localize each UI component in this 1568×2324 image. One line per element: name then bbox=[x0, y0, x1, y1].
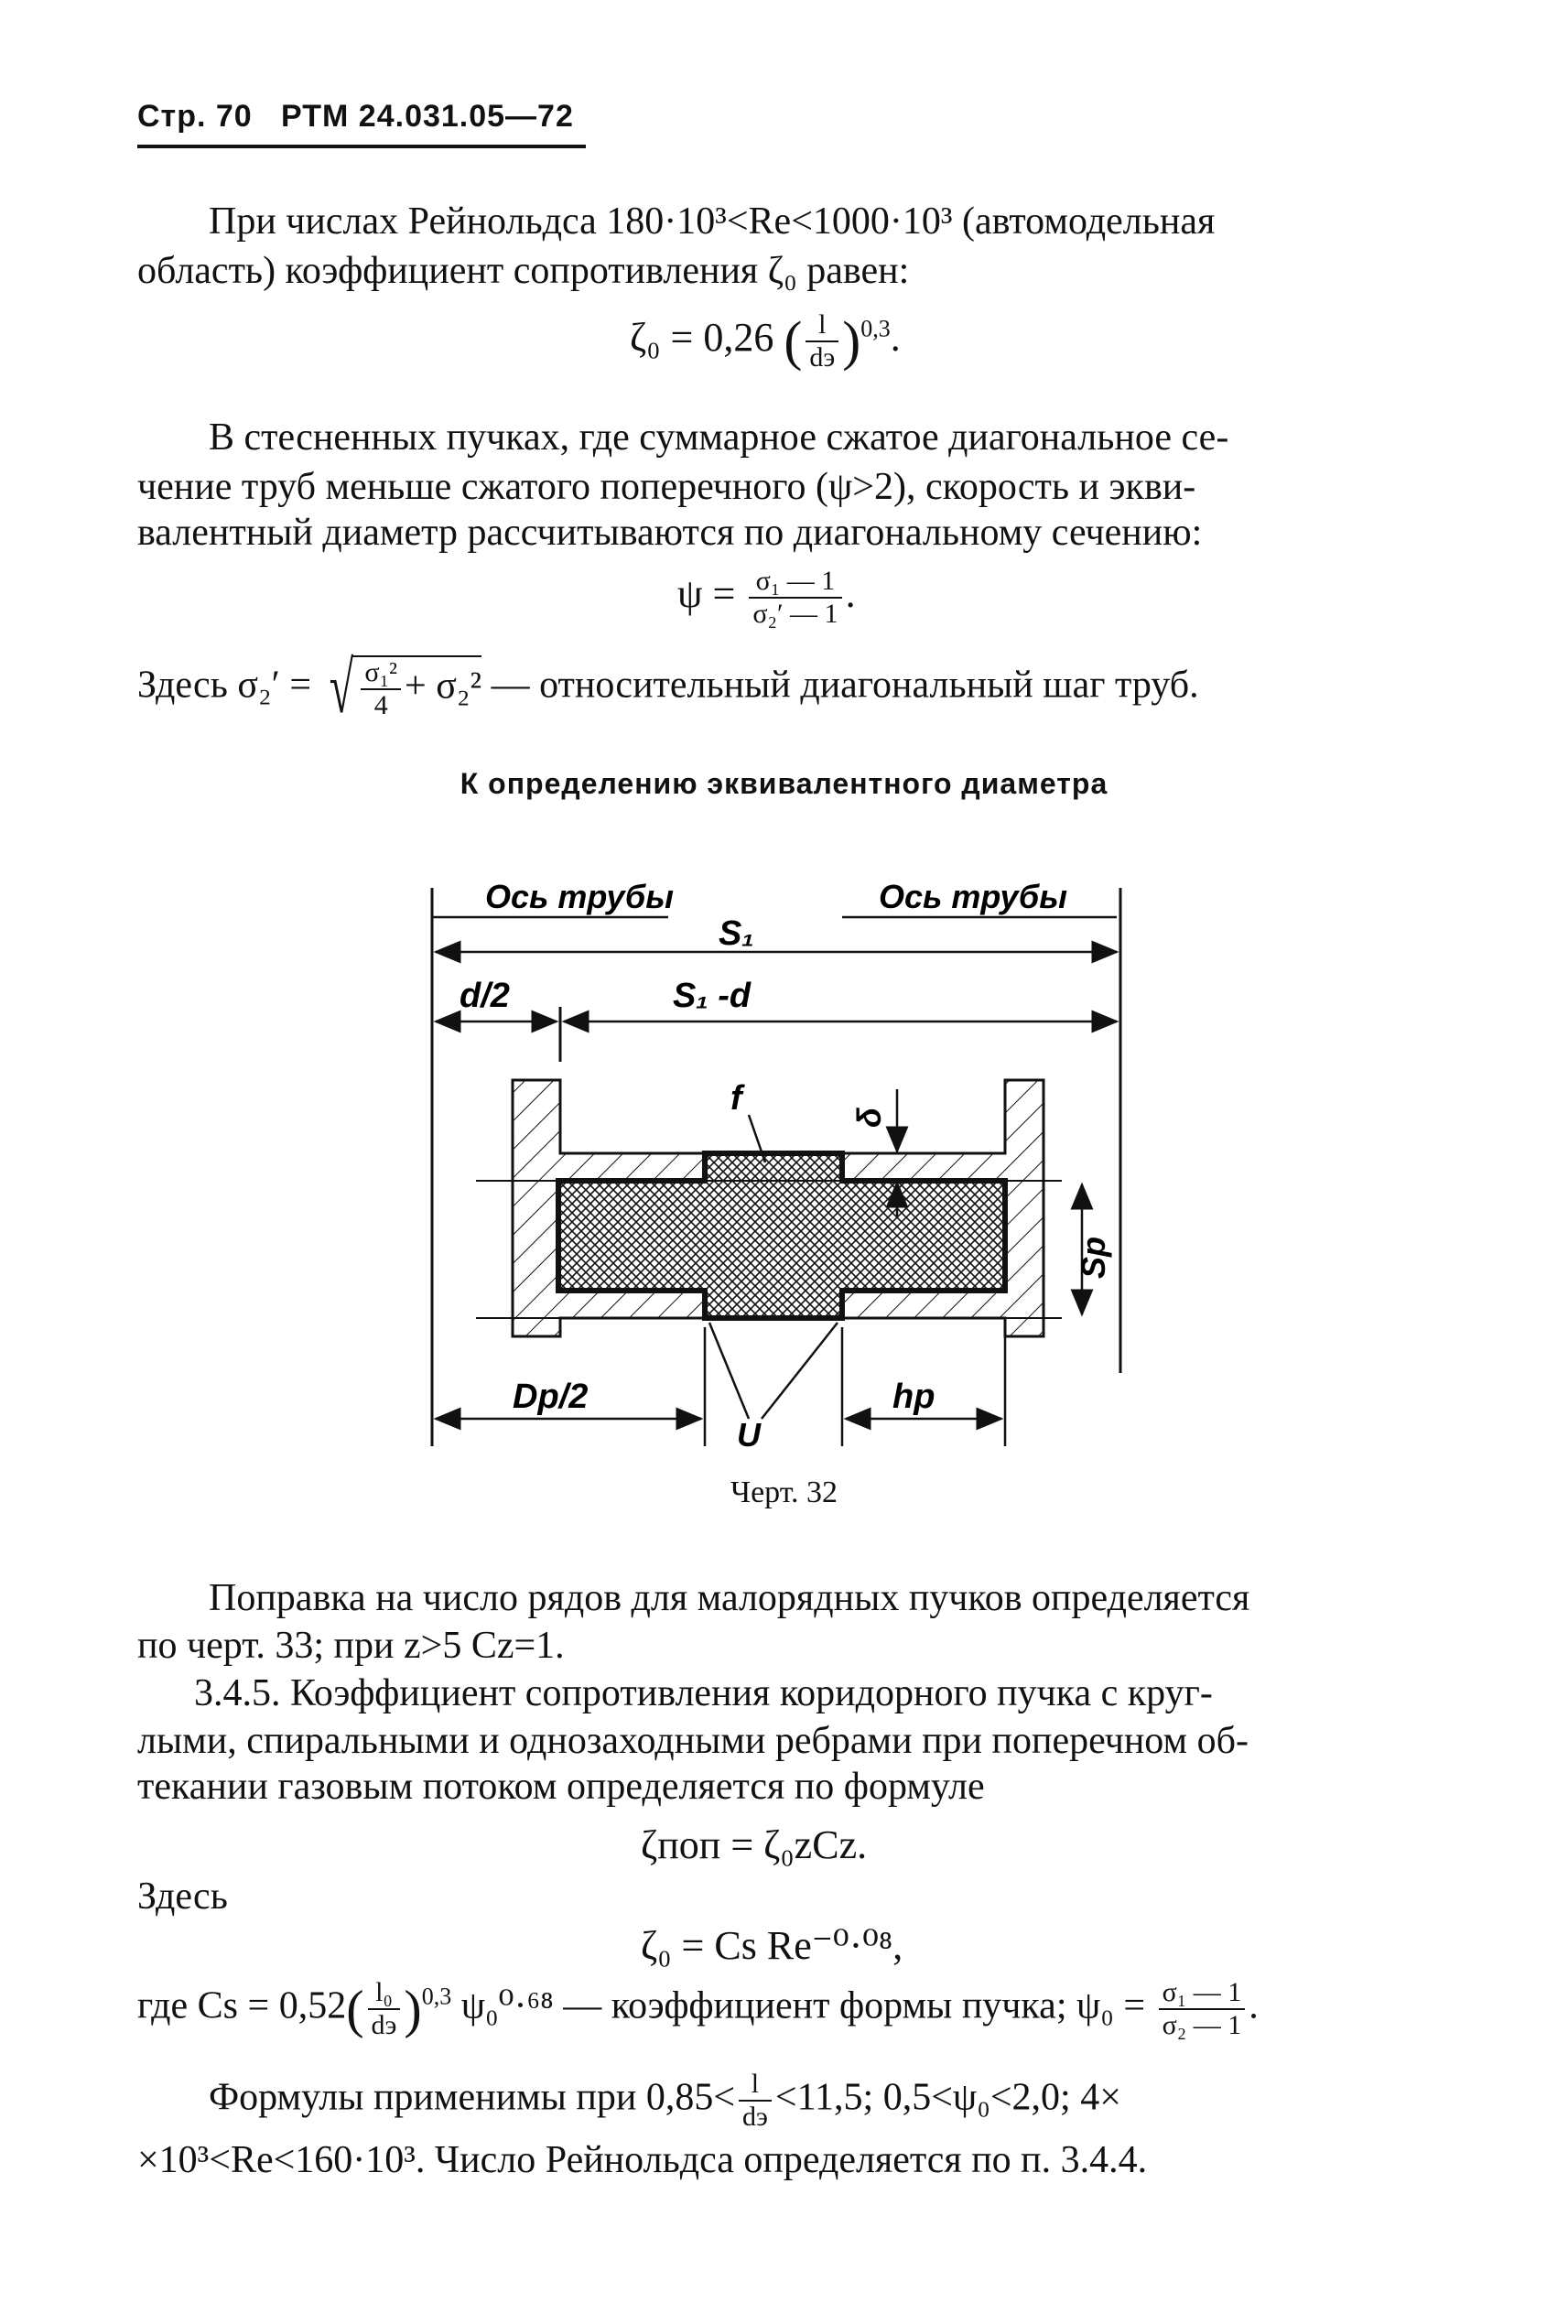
para2-line3: валентный диаметр рассчитываются по диагональному сечению: bbox=[137, 512, 1203, 554]
formula-zeta-pop: ζпоп = ζ₀zCz. bbox=[641, 1822, 868, 1867]
formula2-lhs: ψ = bbox=[677, 571, 736, 617]
para6-line1 bbox=[209, 2069, 1121, 2133]
figure-title: К определению эквивалентного диаметра bbox=[460, 767, 1108, 800]
formula1-den: dэ bbox=[809, 342, 836, 373]
figure-caption: Черт. 32 bbox=[730, 1475, 838, 1509]
para3-den: 4 bbox=[373, 690, 388, 720]
formula5-den: dэ bbox=[371, 2010, 397, 2040]
formula2-num: σ₁ — 1 bbox=[749, 566, 841, 599]
formula1-num: l bbox=[806, 309, 838, 342]
dp-half-label: Dp/2 bbox=[513, 1378, 589, 1416]
formula1-end: . bbox=[890, 315, 901, 361]
para6-line2: ×10³<Re<160·10³. Число Рейнольдса определяется по п. 3.4.4. bbox=[137, 2139, 1148, 2181]
f-label: f bbox=[730, 1079, 742, 1118]
para5-line1: 3.4.5. Коэффициент сопротивления коридорного пучка с круг- bbox=[194, 1672, 1213, 1714]
formula5-num2: σ₁ — 1 bbox=[1159, 1977, 1246, 2010]
para3-plus: + σ₂² bbox=[405, 665, 482, 708]
formula5-prefix: где Cs = 0,52 bbox=[137, 1984, 347, 2027]
formula2-den: σ₂′ — 1 bbox=[752, 599, 838, 629]
page-header bbox=[137, 99, 574, 135]
page-number: Стр. 70 bbox=[137, 99, 253, 134]
formula-cs: где Cs = 0,52( $\frac{\text{l₀}}{dэ}$ )$^{0,3}$ ψ₀⁰·⁶⁸ — коэффициент формы пучка; ψ₀ = $\frac{\text{σ₁ — 1}}{\text{σ₂ — 1}}$ . bbox=[137, 1977, 1259, 2040]
formula5-mid: ψ₀⁰·⁶⁸ — коэффициент формы пучка; ψ₀ = bbox=[460, 1984, 1146, 2027]
header-underline bbox=[137, 145, 586, 148]
para2-line1: В стесненных пучках, где суммарное сжатое диагональное се- bbox=[209, 416, 1229, 459]
formula1-exponent: 0,3 bbox=[860, 315, 891, 342]
para5-line3: текании газовым потоком определяется по формуле bbox=[137, 1766, 985, 1808]
para6-line1-b: <11,5; 0,5<ψ₀<2,0; 4× bbox=[774, 2076, 1121, 2119]
flow-area-f bbox=[558, 1153, 1005, 1318]
para2-line2: чение труб меньше сжатого поперечного (ψ>2), скорость и экви- bbox=[137, 466, 1196, 508]
document-code: РТМ 24.031.05—72 bbox=[281, 99, 574, 134]
formula1-lhs: ζ₀ = 0,26 bbox=[630, 315, 774, 361]
axis-left-label: Ось трубы bbox=[485, 878, 674, 915]
hp-label: hp bbox=[892, 1378, 935, 1416]
para4-line1: Поправка на число рядов для малорядных пучков определяется bbox=[209, 1577, 1250, 1619]
zdes-text: Здесь bbox=[137, 1875, 228, 1918]
para6-num: l bbox=[739, 2069, 772, 2102]
d-half-label: d/2 bbox=[460, 977, 510, 1015]
sp-label: Sp bbox=[1075, 1236, 1112, 1279]
para3-num: σ₁² bbox=[361, 657, 401, 690]
axis-right-label: Ось трубы bbox=[879, 878, 1067, 915]
formula-zeta0: ζ₀ = 0,26 ( $\frac{l}{dэ}$ )$^{0,3}$. bbox=[630, 309, 901, 373]
delta-label: δ bbox=[850, 1108, 888, 1128]
formula2-end: . bbox=[845, 571, 856, 617]
para1-line2: область) коэффициент сопротивления ζ₀ равен: bbox=[137, 250, 910, 292]
para3-prefix: Здесь σ₂′ = bbox=[137, 664, 312, 707]
para6-den: dэ bbox=[742, 2102, 768, 2132]
para1-line1: При числах Рейнольдса 180·10³<Re<1000·10³ (автомодельная bbox=[209, 200, 1216, 243]
figure-diagram bbox=[403, 860, 1153, 1465]
u-label: U bbox=[737, 1416, 761, 1454]
formula5-den2: σ₂ — 1 bbox=[1162, 2010, 1242, 2040]
sqrt-icon: √ bbox=[329, 648, 353, 729]
sigma2-definition bbox=[137, 648, 1199, 729]
formula-zeta0-re: ζ₀ = Cs Re⁻⁰·⁰⁸, bbox=[641, 1923, 903, 1968]
formula-psi bbox=[677, 566, 856, 630]
para3-suffix: — относительный диагональный шаг труб. bbox=[491, 664, 1199, 707]
formula5-end: . bbox=[1249, 1984, 1259, 2027]
s1-minus-d-label: S₁ -d bbox=[673, 977, 752, 1015]
formula5-num: l₀ bbox=[368, 1977, 401, 2010]
para5-line2: лыми, спиральными и однозаходными ребрами при поперечном об- bbox=[137, 1720, 1249, 1762]
s1-label: S₁ bbox=[719, 914, 754, 953]
para6-line1-a: Формулы применимы при 0,85< bbox=[209, 2076, 736, 2119]
para4-line2: по черт. 33; при z>5 Cz=1. bbox=[137, 1625, 565, 1667]
